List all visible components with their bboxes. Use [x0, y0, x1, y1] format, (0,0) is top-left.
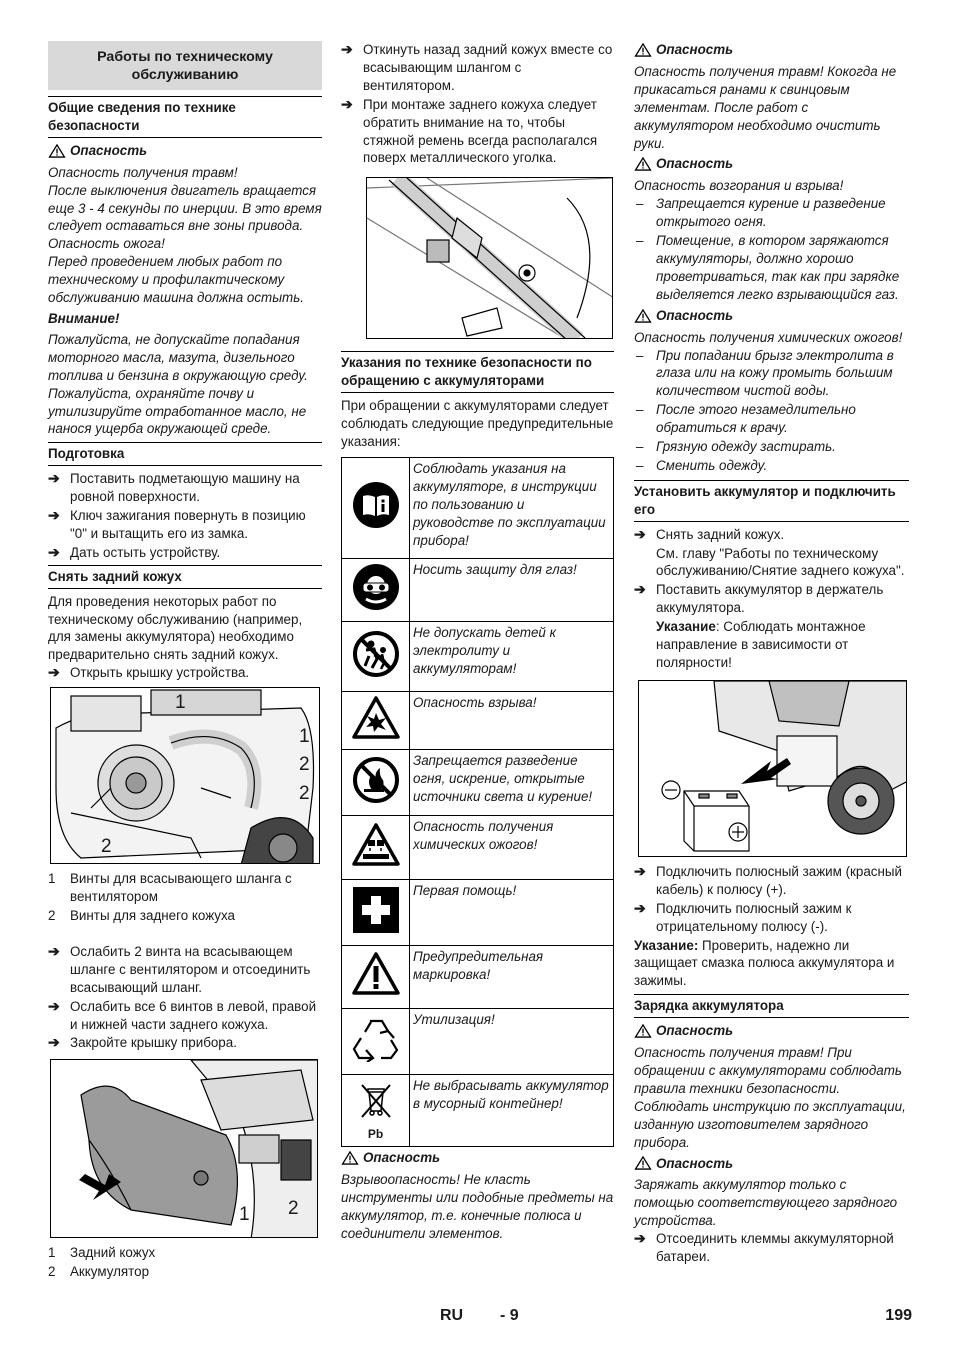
- dash-item: – Помещение, в котором заряжаются аккумуляторы, должно хорошо проветриваться, так как при зарядке выделяется легко взрывающийся газ.: [634, 232, 909, 304]
- danger-text: Опасность возгорания и взрыва!: [634, 178, 844, 194]
- symbol-text: Опасность получения химических ожогов!: [410, 815, 614, 879]
- table-row: [342, 945, 614, 1008]
- warning-triangle-icon: [341, 1151, 359, 1165]
- table-row: [342, 1008, 614, 1074]
- corrosive-icon: [352, 823, 400, 867]
- table-row: [342, 1074, 614, 1146]
- danger-heading: [341, 1149, 614, 1167]
- danger-text: После выключения двигатель вращается еще 3 - 4 секунды по инерции. В это время следует оставаться вне зоны привода.: [48, 182, 322, 234]
- danger-heading: [634, 155, 909, 173]
- no-fire-icon: [352, 756, 400, 804]
- step-item: ➔ Подключить полюсный зажим к отрицательному полюсу (-).: [634, 900, 909, 936]
- pb-label: Pb: [367, 1127, 384, 1142]
- symbol-text: Предупредительная маркировка!: [410, 945, 614, 1008]
- legend-text: Задний кожух: [70, 1245, 156, 1261]
- legend-item: [48, 1244, 322, 1262]
- danger-label: Опасность: [656, 307, 734, 323]
- danger-text: Взрывоопасность! Не класть инструменты или подобные предметы на аккумулятор, т.е. конечные полюса и соединители элементов.: [341, 1171, 614, 1241]
- symbol-text: Первая помощь!: [410, 879, 614, 945]
- table-row: [342, 558, 614, 621]
- attention-label: Внимание!: [48, 310, 120, 326]
- rear-cover-illustration: [51, 1060, 318, 1238]
- legend-number: 2: [48, 908, 56, 923]
- warning-triangle-icon: [634, 309, 652, 323]
- battery-symbols-table: [341, 457, 614, 1147]
- symbol-cell: [342, 691, 410, 749]
- callout-2: 2: [299, 783, 310, 805]
- callout-1: 1: [239, 1204, 250, 1226]
- table-row: [342, 879, 614, 945]
- battery-install-illustration: [639, 681, 907, 857]
- dash-item: – Грязную одежду застирать.: [634, 438, 909, 456]
- goggles-icon: [352, 563, 400, 611]
- dash-item: – Запрещается курение и разведение открытого огня.: [634, 195, 909, 231]
- figure-strap: [366, 177, 613, 339]
- section-heading-battery-safety: Указания по технике безопасности по обращению с аккумуляторами: [341, 351, 614, 393]
- warning-triangle-icon: [634, 43, 652, 57]
- chapter-title: Работы по техническому обслуживанию: [48, 41, 322, 90]
- symbol-cell: [342, 945, 410, 1008]
- danger-text: Опасность получения химических ожогов!: [634, 329, 903, 345]
- symbol-cell: [342, 749, 410, 815]
- danger-label: Опасность: [656, 42, 734, 57]
- table-row: [342, 815, 614, 879]
- section-heading-install-battery: Установить аккумулятор и подключить его: [634, 480, 909, 522]
- dash-item: – Сменить одежду.: [634, 457, 909, 475]
- step-item: ➔ Откинуть назад задний кожух вместе со всасывающим шлангом с вентилятором.: [341, 41, 614, 95]
- symbol-cell: [342, 457, 410, 558]
- dash-item: – При попадании брызг электролита в глаза или на кожу промыть большим количеством чистой воды.: [634, 347, 909, 401]
- warning-triangle-icon: [48, 144, 66, 158]
- strap-illustration: [367, 178, 613, 339]
- legend-text: Аккумулятор: [70, 1264, 150, 1280]
- attention-text: Пожалуйста, не допускайте попадания моторного масла, мазута, дизельного топлива и бензина в окружающую среду. Пожалуйста, охраняйте почву и утилизируйте отработанное масло, не нанося ущерба окружающей среде.: [48, 331, 308, 437]
- section-heading-rear-cover: Снять задний кожух: [48, 565, 322, 589]
- symbol-text: Запрещается разведение огня, искрение, открытые источники света и курение!: [410, 749, 614, 815]
- step-item: ➔ Ослабить все 6 винтов в левой, правой и нижней части заднего кожуха.: [48, 998, 322, 1034]
- callout-1: 1: [175, 692, 186, 714]
- figure-battery-install: [638, 680, 907, 857]
- legend-number: 1: [48, 871, 56, 887]
- danger-text: Опасность ожога!: [48, 236, 165, 252]
- table-row: [342, 621, 614, 691]
- symbol-text: Не допускать детей к электролиту и аккумуляторам!: [410, 621, 614, 691]
- symbol-text: Не выбрасывать аккумулятор в мусорный контейнер!: [410, 1074, 614, 1146]
- symbol-text: Соблюдать указания на аккумуляторе, в инструкции по пользованию и руководстве по эксплуатации прибора!: [410, 457, 614, 558]
- danger-heading: [48, 142, 322, 160]
- engine-illustration: [51, 688, 320, 864]
- table-row: [342, 457, 614, 558]
- footer-local-page: - 9: [500, 1307, 519, 1324]
- column-middle: [341, 41, 614, 1242]
- danger-heading: [634, 1155, 909, 1173]
- table-row: [342, 749, 614, 815]
- danger-text: Опасность получения травм! При обращении с аккумуляторами соблюдать правила техники безопасности. Соблюдать инструкцию по эксплуатации, изданную изготовителем зарядного прибора.: [634, 1045, 906, 1150]
- cover-intro: Для проведения некоторых работ по техническому обслуживанию (например, для замены аккумулятора) необходимо предварительно снять задний кожух.: [48, 593, 303, 663]
- callout-2: 2: [299, 754, 310, 776]
- battery-intro: При обращении с аккумуляторами следует соблюдать следующие предупредительные указания:: [341, 398, 614, 449]
- table-row: [342, 691, 614, 749]
- danger-text: Опасность получения травм! Кокогда не прикасаться ранами к свинцовым элементам. После работ с аккумулятором необходимо очистить руки.: [634, 63, 897, 151]
- footer-page-number: 199: [885, 1307, 912, 1324]
- step-item: ➔ При монтаже заднего кожуха следует обратить внимание на то, чтобы стяжной ремень всегда располагался поверх металлического уголка.: [341, 96, 614, 168]
- step-item: ➔ Поставить аккумулятор в держатель аккумулятора.: [634, 581, 909, 617]
- danger-label: Опасность: [656, 1155, 734, 1171]
- step-note: [634, 618, 909, 672]
- step-item: ➔ Дать остыть устройству.: [48, 544, 322, 562]
- section-heading-preparation: Подготовка: [48, 442, 322, 466]
- step-item: ➔ Снять задний кожух.: [634, 526, 909, 544]
- symbol-text: Опасность взрыва!: [410, 691, 614, 749]
- symbol-text: Утилизация!: [410, 1008, 614, 1074]
- legend-number: 2: [48, 1264, 56, 1280]
- danger-text: Опасность получения травм!: [48, 164, 238, 180]
- no-bin-icon: [356, 1079, 396, 1123]
- danger-label: Опасность: [656, 156, 734, 172]
- explosion-icon: [352, 696, 400, 740]
- callout-1: 1: [299, 726, 310, 748]
- symbol-cell: [342, 621, 410, 691]
- note-label: Указание:: [634, 937, 699, 953]
- legend-item: [48, 907, 322, 925]
- section-heading-safety: Общие сведения по технике безопасности: [48, 96, 322, 138]
- manual-icon: [352, 481, 400, 529]
- legend-number: 1: [48, 1245, 56, 1261]
- legend-item: [48, 1263, 322, 1281]
- symbol-cell: [342, 558, 410, 621]
- footer-language: RU: [440, 1307, 464, 1324]
- symbol-text: Носить защиту для глаз!: [410, 558, 614, 621]
- warning-triangle-icon: [634, 1024, 652, 1038]
- step-item: ➔ Подключить полюсный зажим (красный кабель) к полюсу (+).: [634, 863, 909, 899]
- step-item: ➔ Ключ зажигания повернуть в позицию "0" и вытащить его из замка.: [48, 507, 322, 543]
- step-item: ➔ Закройте крышку прибора.: [48, 1034, 322, 1052]
- danger-text: Заряжать аккумулятор только с помощью соответствующего зарядного устройства.: [634, 1177, 898, 1229]
- note-label: Указание: [656, 619, 716, 635]
- note-text: Проверить, надежно ли защищает смазка полюса аккумулятора и зажимы.: [634, 937, 895, 989]
- legend-text: Винты для всасывающего шланга с вентилятором: [70, 871, 292, 905]
- figure-rear-cover: [50, 1059, 318, 1238]
- danger-heading: [634, 1022, 909, 1040]
- recycle-icon: [351, 1016, 401, 1062]
- step-item: ➔ Отсоединить клеммы аккумуляторной батареи.: [634, 1230, 909, 1266]
- step-note: См. главу "Работы по техническому обслуживанию/Снятие заднего кожуха".: [656, 545, 905, 579]
- legend-text: Винты для заднего кожуха: [70, 908, 235, 923]
- dash-item: – После этого незамедлительно обратиться к врачу.: [634, 401, 909, 437]
- first-aid-icon: [352, 886, 400, 934]
- danger-heading: [634, 41, 909, 59]
- symbol-cell: [342, 879, 410, 945]
- warning-triangle-icon: [634, 1156, 652, 1170]
- legend-item: [48, 870, 322, 906]
- warning-icon: [352, 952, 400, 996]
- symbol-cell: [342, 815, 410, 879]
- note-paragraph: [634, 937, 909, 991]
- danger-heading: [634, 307, 909, 325]
- no-children-icon: [352, 630, 400, 678]
- danger-label: Опасность: [70, 142, 148, 158]
- note-text: : Соблюдать монтажное направление в зависимости от полярности!: [656, 619, 866, 670]
- section-heading-charging: Зарядка аккумулятора: [634, 994, 909, 1018]
- danger-label: Опасность: [363, 1149, 441, 1165]
- symbol-cell: [342, 1074, 410, 1146]
- callout-2: 2: [101, 836, 112, 858]
- figure-engine-compartment: [50, 687, 320, 864]
- step-item: ➔ Ослабить 2 винта на всасывающем шланге с вентилятором и отсоединить всасывающий шланг.: [48, 943, 322, 997]
- step-item: ➔ Открыть крышку устройства.: [48, 664, 322, 682]
- callout-2: 2: [288, 1198, 299, 1220]
- symbol-cell: [342, 1008, 410, 1074]
- column-right: [634, 41, 909, 1267]
- danger-text: Перед проведением любых работ по техническому и профилактическому обслуживанию машина должна остыть.: [48, 254, 304, 306]
- warning-triangle-icon: [634, 157, 652, 171]
- step-item: ➔ Поставить подметающую машину на ровной поверхности.: [48, 470, 322, 506]
- danger-label: Опасность: [656, 1023, 734, 1039]
- column-left: [48, 41, 322, 1282]
